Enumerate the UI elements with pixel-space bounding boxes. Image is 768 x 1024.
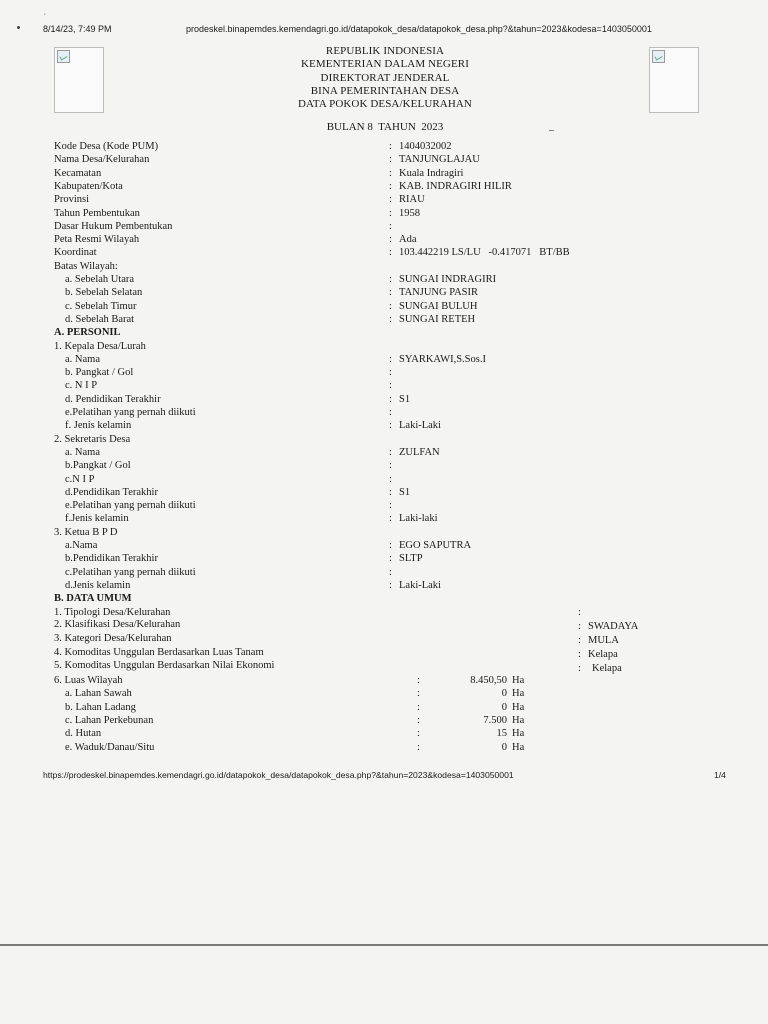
document-title (230, 45, 540, 111)
dash-mark: _ (549, 121, 554, 132)
right-logo-broken-image (649, 47, 699, 113)
title-line: REPUBLIK INDONESIA (325, 45, 445, 57)
broken-image-icon (57, 50, 70, 63)
left-logo-broken-image (54, 47, 104, 113)
page-number: 1/4 (714, 770, 726, 780)
title-line: BINA PEMERINTAHAN DESA (310, 84, 460, 97)
print-datetime: 8/14/23, 7:49 PM (43, 24, 112, 34)
footer-url: https://prodeskel.binapemdes.kemendagri.go.id/datapokok_desa/datapokok_desa.php?&tahun=2023&kodesa=1403050001 (43, 770, 514, 780)
print-url: prodeskel.binapemdes.kemendagri.go.id/datapokok_desa/datapokok_desa.php?&tahun=2023&kodesa=1403050001 (186, 24, 652, 34)
title-line: DIREKTORAT JENDERAL (320, 71, 450, 84)
scan-mark (17, 26, 20, 29)
title-line: DATA POKOK DESA/KELURAHAN (298, 98, 472, 111)
scan-mark-tick: ʻ (44, 12, 46, 21)
page-edge-line (0, 944, 768, 946)
report-period: BULAN 8 TAHUN 2023 (326, 121, 444, 133)
title-line: KEMENTERIAN DALAM NEGERI (301, 58, 469, 71)
broken-image-icon (652, 50, 665, 63)
